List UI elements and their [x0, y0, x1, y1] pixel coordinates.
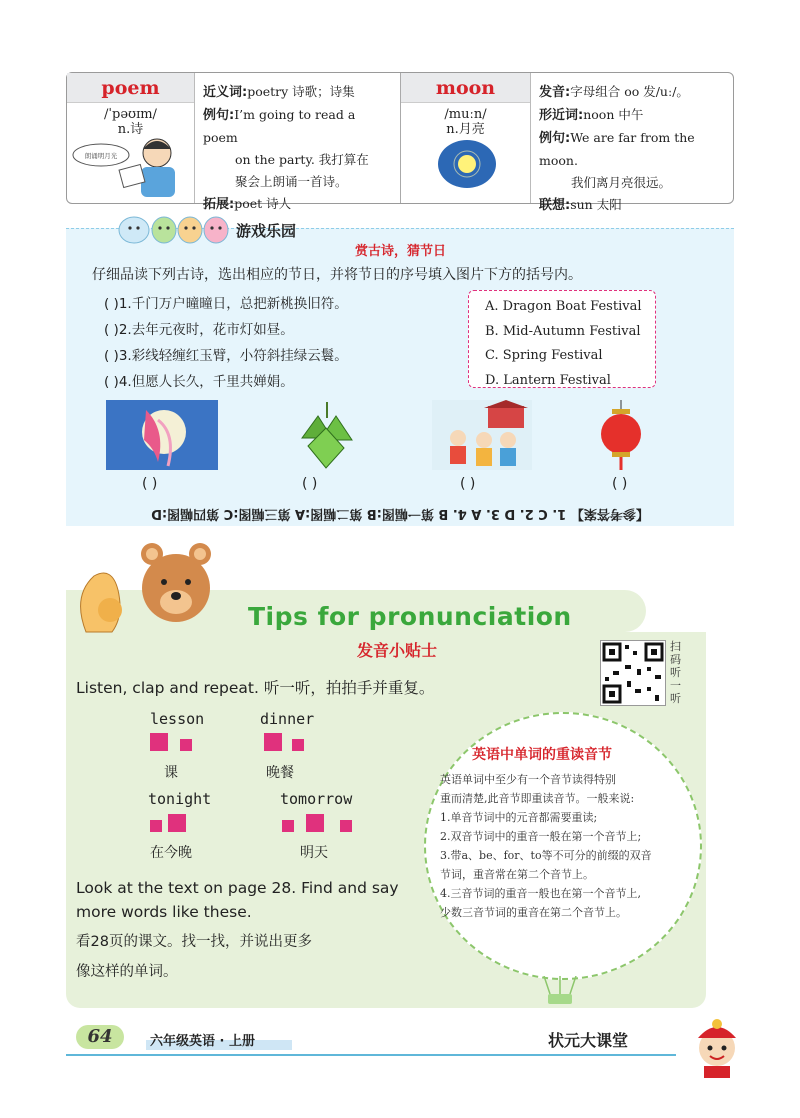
- speech-bubble-text: 朗诵明月光: [84, 152, 118, 160]
- bubble-line: 3.带a、be、for、to等不可分的前缀的双音: [440, 849, 652, 862]
- poem-near: poetry 诗歌；诗集: [247, 84, 355, 99]
- word-tomorrow: tomorrow: [280, 790, 353, 808]
- poem-pos: n.诗: [117, 122, 144, 137]
- tips-subtitle: 发音小贴士: [357, 641, 438, 660]
- poem-word-column: [67, 73, 195, 203]
- qr-code[interactable]: [600, 640, 666, 706]
- option-a: A. Dragon Boat Festival: [485, 299, 642, 314]
- poem-line-2: ( )2.去年元夜时，花市灯如昼。: [104, 322, 294, 338]
- chang-e-moon-picture: [106, 400, 218, 470]
- qr-label: 扫码听一听: [670, 640, 681, 705]
- moon-word: moon: [401, 73, 530, 103]
- moon-sound: 字母组合 oo 发/uː/。: [570, 84, 689, 99]
- lantern-picture: [596, 400, 646, 472]
- game-instruction: 仔细品读下列古诗，选出相应的节日，并将节日的序号填入图片下方的括号内。: [92, 267, 582, 283]
- moon-similar: noon 中午: [583, 107, 644, 122]
- bubble-line: 英语单词中至少有一个音节读得特别: [440, 773, 616, 786]
- listen-instruction: Listen, clap and repeat. 听一听，拍拍手并重复。: [76, 679, 435, 697]
- brand-label: 状元大课堂: [548, 1031, 629, 1050]
- answer-blank-1: ( ): [142, 476, 158, 492]
- stress-square-strong: [306, 814, 324, 832]
- stress-square-weak: [292, 739, 304, 751]
- reference-answer: 【参考答案】 1. C 2. D 3. A 4. B 第一幅图:B 第二幅图:A 第三幅图:C 第四幅图:D: [151, 506, 649, 521]
- bubble-line: 1.单音节词中的元音都需要重读;: [440, 811, 598, 824]
- answer-blank-3: ( ): [460, 476, 476, 492]
- word-lesson: lesson: [150, 710, 205, 728]
- word-tomorrow-cn: 明天: [300, 845, 328, 861]
- bubble-line: 重而清楚,此音节即重读音节。一般来说:: [440, 792, 635, 805]
- moon-phonetic: /muːn/: [444, 107, 487, 122]
- bear-squirrel-illustration: [72, 536, 222, 636]
- option-d: D. Lantern Festival: [485, 372, 611, 388]
- qr-code-icon: [601, 641, 665, 705]
- bubble-line: 2.双音节词中的重音一般在第一个音节上;: [440, 830, 642, 843]
- poem-extend: poet 诗人: [234, 196, 292, 211]
- moon-example-2: 我们离月亮很远。: [571, 175, 672, 190]
- bubble-line: 少数三音节词的重音在第二个音节上。: [440, 906, 627, 919]
- tips-title: Tips for pronunciation: [248, 602, 572, 631]
- word-lesson-cn: 课: [164, 765, 178, 781]
- stress-square-weak: [340, 820, 352, 832]
- game-title: 游戏乐园: [236, 222, 297, 240]
- poem-definitions: 近义词:poetry 诗歌；诗集 例句:I’m going to read a poem on the party. 我打算在 聚会上朗诵一首诗。 拓展:poet 诗人: [195, 73, 401, 203]
- moon-example-1: We are far from the moon.: [539, 130, 695, 168]
- poem-example-3: 聚会上朗诵一首诗。: [235, 174, 348, 189]
- answer-blank-2: ( ): [302, 476, 318, 492]
- cartoon-characters-icon: [116, 210, 232, 246]
- balloon-basket-icon: [536, 976, 584, 1008]
- look-instruction-2: more words like these.: [76, 903, 252, 921]
- look-instruction-1: Look at the text on page 28. Find and say: [76, 879, 399, 897]
- bubble-title: 英语中单词的重读音节: [472, 747, 612, 763]
- look-instruction-cn-2: 像这样的单词。: [76, 964, 178, 980]
- stress-square-weak: [282, 820, 294, 832]
- word-tonight-cn: 在今晚: [150, 845, 192, 861]
- spring-festival-picture: [432, 400, 532, 470]
- stress-square-strong: [150, 733, 168, 751]
- moon-word-column: [401, 73, 531, 203]
- bubble-text: [440, 770, 694, 922]
- stress-square-weak: [150, 820, 162, 832]
- page-number: 64: [76, 1025, 124, 1049]
- moon-definitions: 发音:字母组合 oo 发/uː/。 形近词:noon 中午 例句:We are far from the moon. 我们离月亮很远。 联想:sun 太阳: [531, 73, 735, 203]
- stress-square-weak: [180, 739, 192, 751]
- game-subtitle: 赏古诗，猜节日: [355, 244, 447, 259]
- poem-example-1: I’m going to read a poem: [203, 107, 356, 145]
- grade-label: 六年级英语 · 上册: [150, 1034, 255, 1049]
- word-dinner: dinner: [260, 710, 315, 728]
- boy-reading-illustration: [67, 131, 195, 201]
- poem-phonetic: /ˈpəʊɪm/: [104, 107, 157, 122]
- moon-illustration: [437, 139, 497, 189]
- poem-word: poem: [67, 73, 194, 103]
- zongzi-picture: [296, 398, 358, 472]
- moon-pos: n.月亮: [446, 122, 485, 137]
- stress-square-strong: [168, 814, 186, 832]
- poem-example-2: on the party. 我打算在: [235, 152, 369, 167]
- footer-line: [66, 1054, 676, 1056]
- festival-options: [468, 290, 656, 388]
- vocab-box: [66, 72, 734, 213]
- answer-blank-4: ( ): [612, 476, 628, 492]
- poem-line-3: ( )3.彩线轻缠红玉臂，小符斜挂绿云鬟。: [104, 348, 348, 364]
- moon-assoc: sun 太阳: [570, 197, 622, 212]
- stress-square-strong: [264, 733, 282, 751]
- bubble-line: 节词，重音常在第二个音节上。: [440, 868, 594, 881]
- mascot-illustration: [688, 1018, 746, 1078]
- poem-line-4: ( )4.但愿人长久，千里共婵娟。: [104, 374, 294, 390]
- word-dinner-cn: 晚餐: [266, 765, 294, 781]
- look-instruction-cn-1: 看28页的课文。找一找，并说出更多: [76, 934, 312, 950]
- bubble-line: 4.三音节词的重音一般也在第一个音节上,: [440, 887, 641, 900]
- poem-line-1: ( )1.千门万户曈曈日，总把新桃换旧符。: [104, 296, 348, 312]
- option-b: B. Mid-Autumn Festival: [485, 323, 641, 339]
- word-tonight: tonight: [148, 790, 212, 808]
- option-c: C. Spring Festival: [485, 348, 603, 363]
